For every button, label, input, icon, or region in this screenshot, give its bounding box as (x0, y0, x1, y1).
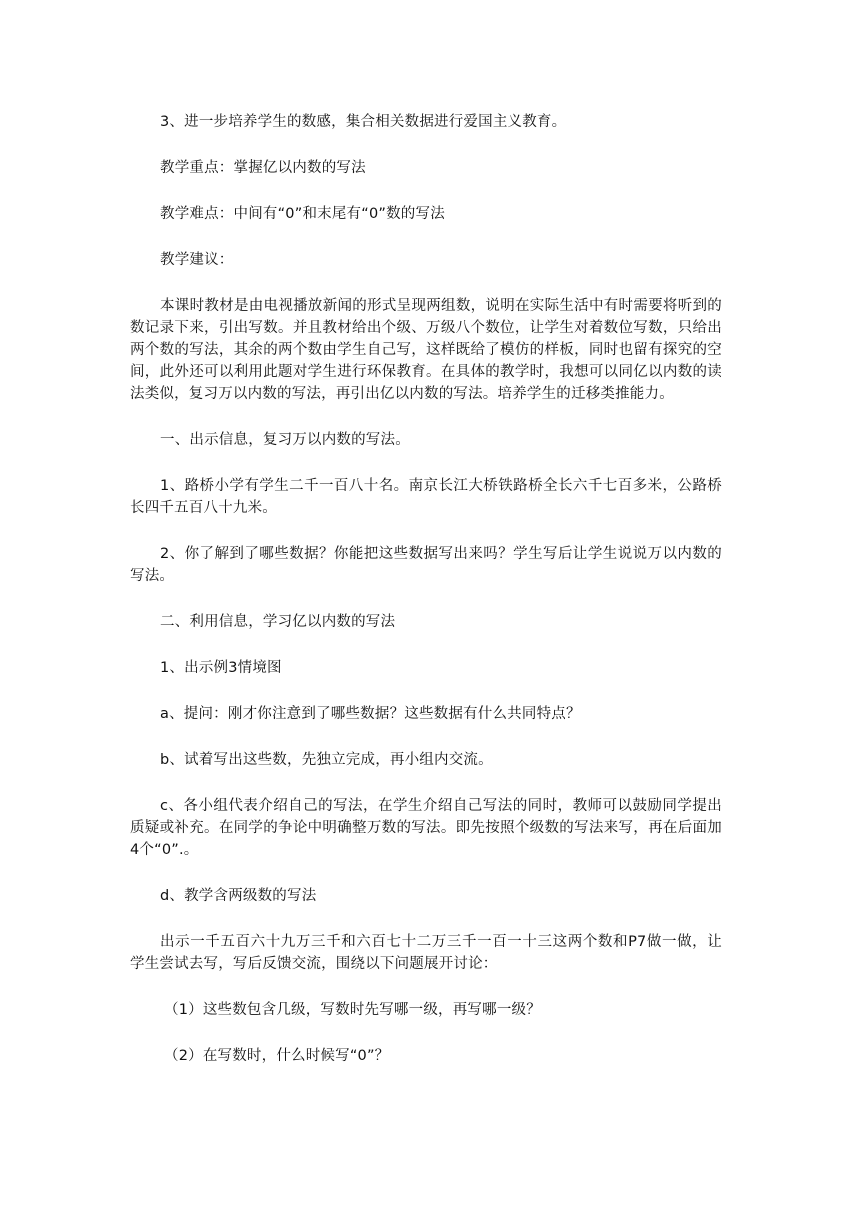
teaching-suggestion-heading: 教学建议： (160, 252, 234, 268)
teaching-focus: 教学重点：掌握亿以内数的写法 (160, 160, 366, 176)
section-1-item-1: 1、路桥小学有学生二千一百八十名。南京长江大桥铁路桥全长六千七百多米，公路桥长四千五百八十九米。 (130, 478, 722, 516)
section-2-item-c: c、各小组代表介绍自己的写法，在学生介绍自己写法的同时，教师可以鼓励同学提出质疑或补充。在同学的争论中明确整万数的写法。即先按照个级数的写法来写，再在后面加4个“0”.。 (130, 798, 722, 858)
teaching-difficulty: 教学难点：中间有“0”和末尾有“0”数的写法 (160, 206, 445, 222)
section-2-heading: 二、利用信息，学习亿以内数的写法 (160, 614, 396, 630)
section-2-item-d: d、教学含两级数的写法 (160, 888, 317, 904)
discussion-question-1: （1）这些数包含几级，写数时先写哪一级，再写哪一级？ (164, 1002, 541, 1018)
section-1-heading: 一、出示信息，复习万以内数的写法。 (160, 432, 410, 448)
discussion-question-2: （2）在写数时，什么时候写“0”？ (164, 1048, 390, 1064)
section-2-item-1: 1、出示例3情境图 (160, 660, 282, 676)
section-2-item-b: b、试着写出这些数，先独立完成，再小组内交流。 (160, 752, 493, 768)
document-body (130, 111, 722, 1091)
objective-3: 3、进一步培养学生的数感，集合相关数据进行爱国主义教育。 (160, 114, 567, 130)
section-2-example: 出示一千五百六十九万三千和六百七十二万三千一百一十三这两个数和P7做一做，让学生尝试去写，写后反馈交流，围绕以下问题展开讨论： (130, 934, 722, 972)
section-1-item-2: 2、你了解到了哪些数据？你能把这些数据写出来吗？学生写后让学生说说万以内数的写法。 (130, 546, 722, 584)
teaching-suggestion-body: 本课时教材是由电视播放新闻的形式呈现两组数，说明在实际生活中有时需要将听到的数记录下来，引出写数。并且教材给出个级、万级八个数位，让学生对着数位写数，只给出两个数的写法，其余的两个数由学生自己写，这样既给了模仿的样板，同时也留有探究的空间，此外还可以利用此题对学生进行环保教育。在具体的教学时，我想可以同亿以内数的读法类似，复习万以内数的写法，再引出亿以内数的写法。培养学生的迁移类推能力。 (130, 298, 722, 402)
section-2-item-a: a、提问：刚才你注意到了哪些数据？这些数据有什么共同特点？ (160, 706, 581, 722)
